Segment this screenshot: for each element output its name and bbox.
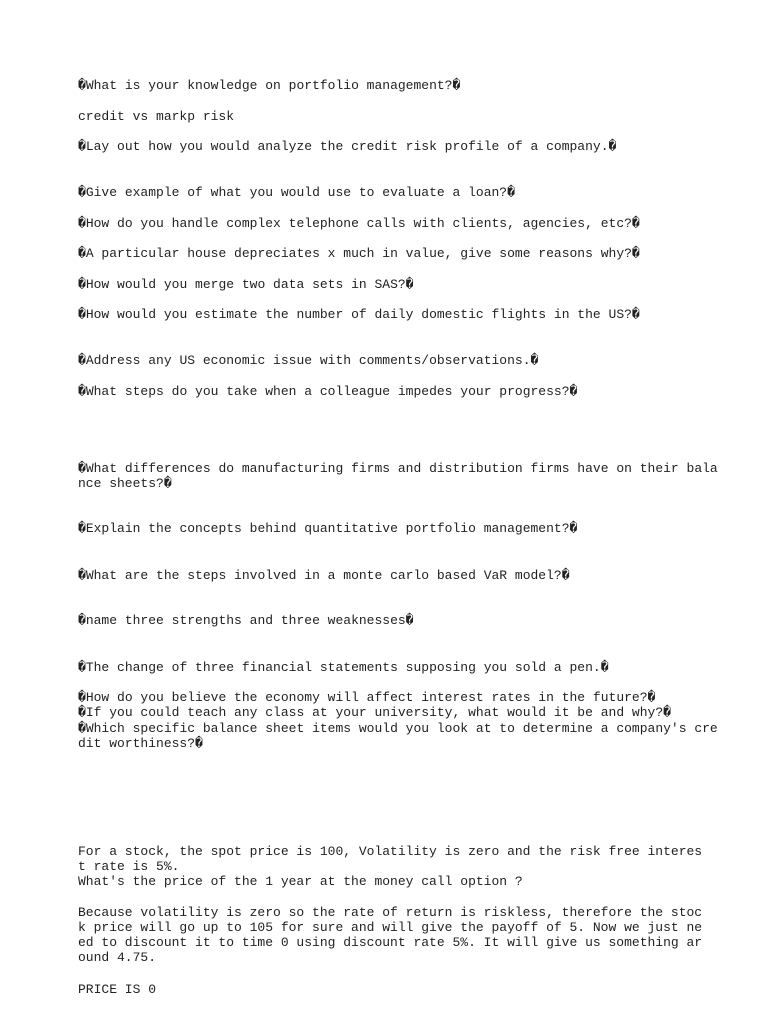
problem-answer: PRICE IS 0: [78, 982, 157, 997]
question-line: �Which specific balance sheet items would you look at to determine a company's cre dit worthiness?�: [78, 721, 718, 751]
question-line: credit vs markp risk: [78, 109, 235, 124]
question-line: �How do you handle complex telephone calls with clients, agencies, etc?�: [78, 216, 640, 231]
question-line: �Give example of what you would use to evaluate a loan?�: [78, 185, 515, 200]
question-line: �Explain the concepts behind quantitative portfolio management?�: [78, 521, 578, 536]
problem-explanation: Because volatility is zero so the rate of return is riskless, therefore the stoc k price will go up to 105 for sure and will give the payoff of 5. Now we just ne ed to discount it to time 0 using discount rate 5%. It will give us something ar ound 4.75.: [78, 905, 703, 965]
question-line: �Lay out how you would analyze the credit risk profile of a company.�: [78, 139, 617, 154]
question-line: �How would you merge two data sets in SAS?�: [78, 277, 414, 292]
question-line: �What differences do manufacturing firms and distribution firms have on their bala nce sheets?�: [78, 461, 718, 491]
question-line: �name three strengths and three weaknesses�: [78, 613, 414, 628]
question-line: �What steps do you take when a colleague impedes your progress?�: [78, 384, 578, 399]
question-line: �What are the steps involved in a monte carlo based VaR model?�: [78, 568, 570, 583]
problem-statement: For a stock, the spot price is 100, Volatility is zero and the risk free interes t rate is 5%. What's the price of the 1 year at the money call option ?: [78, 844, 703, 889]
question-line: �The change of three financial statements supposing you sold a pen.�: [78, 660, 609, 675]
question-line: �How would you estimate the number of daily domestic flights in the US?�: [78, 307, 640, 322]
question-line: �If you could teach any class at your university, what would it be and why?�: [78, 705, 671, 720]
question-line: �How do you believe the economy will affect interest rates in the future?�: [78, 690, 656, 705]
question-line: �A particular house depreciates x much in value, give some reasons why?�: [78, 246, 640, 261]
question-line: �What is your knowledge on portfolio management?�: [78, 78, 461, 93]
question-line: �Address any US economic issue with comments/observations.�: [78, 353, 539, 368]
